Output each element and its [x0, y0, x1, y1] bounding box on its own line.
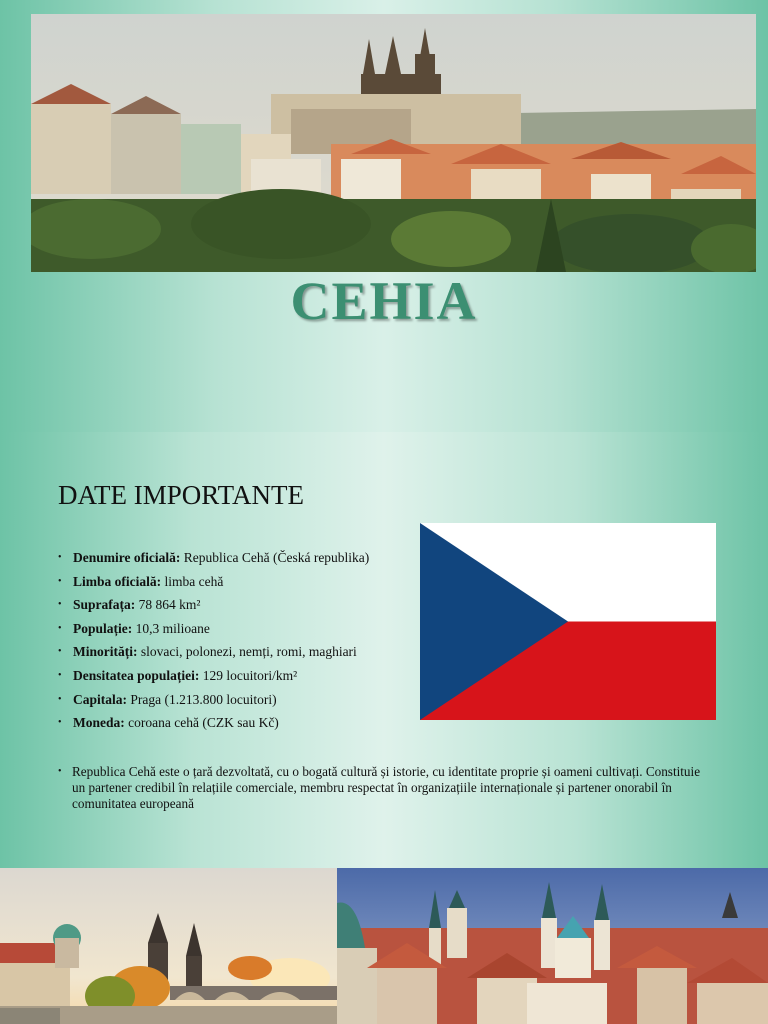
fact-value: 10,3 milioane: [132, 620, 210, 636]
bullet-icon: •: [58, 646, 62, 658]
fact-item: [58, 688, 369, 712]
fact-value: 78 864 km²: [135, 597, 201, 613]
fact-item: [58, 664, 369, 688]
bullet-icon: •: [58, 575, 62, 587]
fact-label: Denumire oficială:: [73, 550, 181, 565]
bullet-icon: •: [58, 717, 62, 729]
old-town-rooftops-photo: [337, 868, 768, 1024]
fact-value: Republica Cehă (Česká republika): [180, 550, 370, 565]
fact-item: [58, 711, 369, 735]
fact-label: Suprafața:: [73, 597, 136, 613]
fact-label: Capitala:: [73, 691, 127, 707]
fact-value: slovaci, polonezi, nemți, romi, maghiari: [137, 644, 357, 660]
bullet-icon: •: [58, 599, 62, 611]
slide-title-text: CEHIA: [290, 271, 478, 331]
fact-item: [58, 617, 369, 641]
fact-item: [58, 546, 369, 570]
bullet-icon: •: [58, 552, 62, 563]
bullet-icon: •: [58, 693, 62, 705]
fact-label: Minorități:: [73, 644, 138, 660]
description-paragraph: [58, 764, 712, 812]
bullet-icon: •: [58, 766, 62, 777]
fact-label: Populație:: [73, 620, 133, 636]
bullet-icon: •: [58, 622, 62, 634]
slide-facts: [0, 432, 768, 868]
charles-bridge-photo: [0, 868, 337, 1024]
fact-label: Limba oficială:: [73, 573, 162, 589]
fact-value: limba cehă: [161, 573, 224, 589]
fact-value: 129 locuitori/km²: [199, 667, 298, 683]
czech-flag: [420, 523, 716, 720]
fact-value: Praga (1.213.800 locuitori): [127, 691, 277, 707]
prague-castle-photo: [31, 14, 756, 272]
slide-photos: [0, 868, 768, 1024]
fact-label: Moneda:: [73, 715, 125, 731]
fact-item: [58, 640, 369, 664]
description-text: Republica Cehă este o țară dezvoltată, cu o bogată cultură și istorie, cu identitate proprie și oameni cultivați. Constituie un partener credibil în relațiile comerciale, membru respectat în organizațiile internaționale și partener onorabil în comunitatea europeană: [72, 764, 701, 811]
fact-label: Densitatea populației:: [73, 667, 200, 683]
facts-list: [58, 546, 369, 735]
fact-value: coroana cehă (CZK sau Kč): [124, 715, 279, 731]
section-heading: DATE IMPORTANTE: [58, 480, 304, 510]
fact-item: [58, 570, 369, 594]
fact-item: [58, 593, 369, 617]
slide-title: [0, 0, 768, 432]
bullet-icon: •: [58, 669, 62, 681]
